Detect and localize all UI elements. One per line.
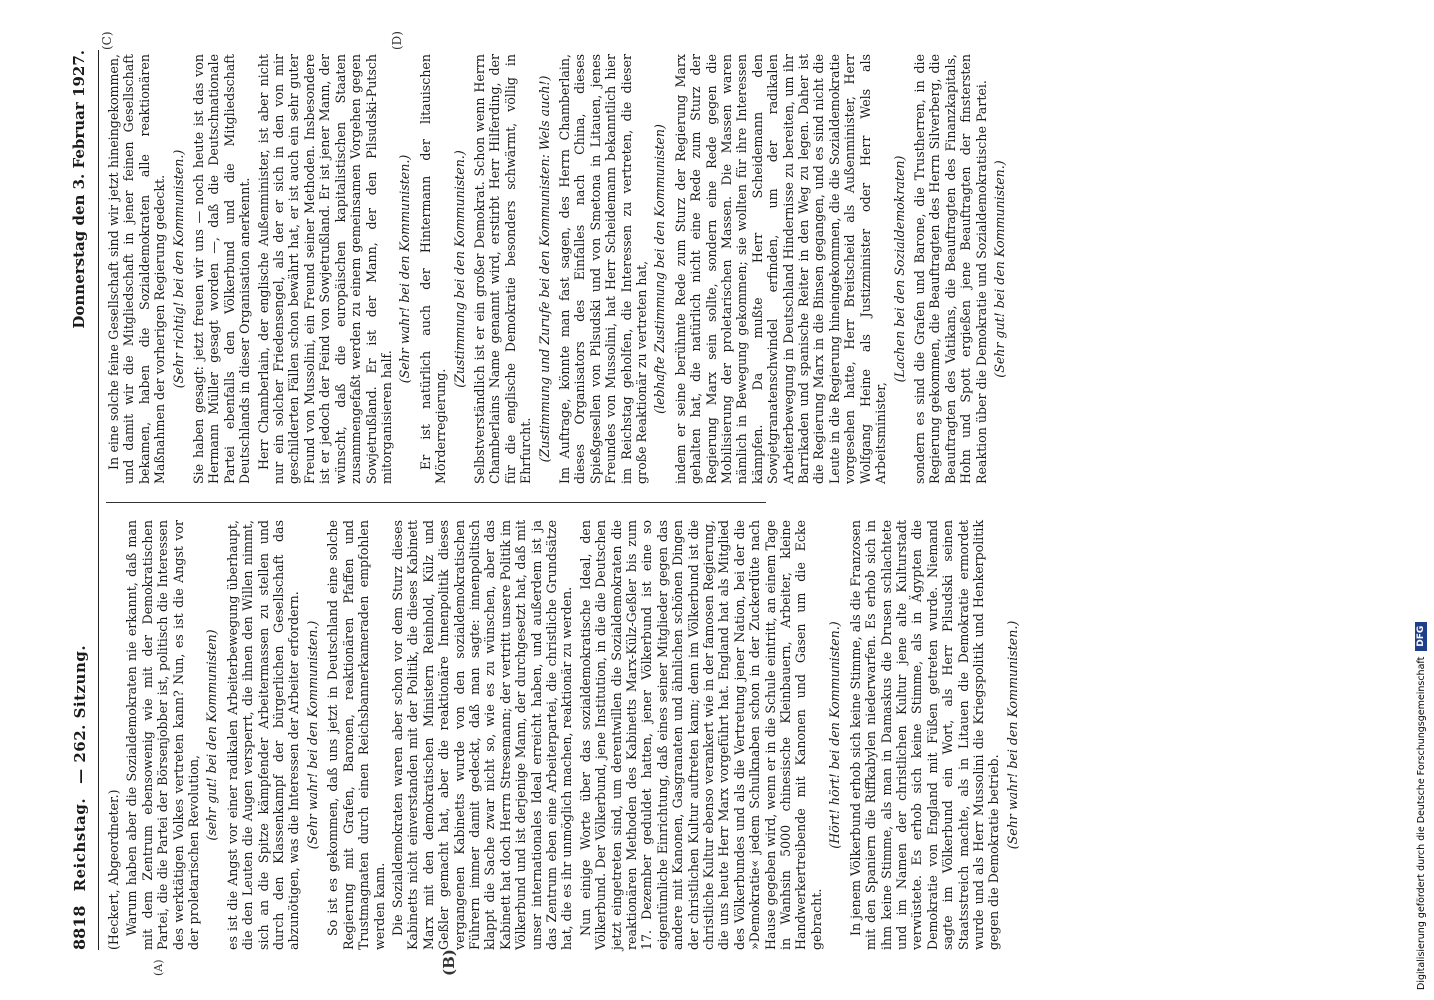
- paragraph: Sie haben gesagt: jetzt freuen wir uns — noch heute ist das von Hermann Müller gesagt worden —, daß die Deutschnationale Partei ebenfalls den Völkerbund und die Mitgliedschaft Deutschlands in dieser Organisation anerkennt.: [191, 54, 253, 484]
- paragraph: So ist es gekommen, daß uns jetzt in Deutschland eine solche Regierung mit Grafen, Baronen, reaktionären Pfaffen und Trustmagnaten durch einen Reichsbannerkameraden empfohlen werden kann.: [325, 520, 387, 950]
- paragraph: In eine solche feine Gesellschaft sind wir jetzt hineingekommen, und damit wir die Mitgliedschaft in jener feinen Gesellschaft bekamen, haben die Sozialdemokraten alle reaktionären Maßnahmen der vorherigen Regierung gedeckt.: [106, 54, 168, 484]
- margin-mark-c: (C): [100, 31, 114, 50]
- paragraph: Er ist natürlich auch der Hintermann der litauischen Mörderregierung.: [417, 54, 449, 484]
- interjection: (Sehr wahr! bei den Kommunisten.): [1004, 620, 1020, 850]
- interjection: (Hört! hört! bei den Kommunisten.): [827, 621, 843, 849]
- margin-mark-b: (B): [440, 949, 458, 976]
- header-session: — 262. Sitzung.: [70, 644, 89, 784]
- paragraph: Nun einige Worte über das sozialdemokratische Ideal, den Völkerbund. Der Völkerbund, jene Institution, in die die Deutschen jetzt eingetreten sind, um derentwillen die Sozialdemokraten die reaktionären Methoden des Kabinetts Marx-Külz-Geßler bis zum 17. Dezember geduldet hatten, jener Völkerbund ist eine so eigentümliche Einrichtung, daß eines seiner Mitglieder gegen das andere mit Kanonen, Gasgranaten und ähnlichen schönen Dingen der christlichen Kultur auftreten kann; denn im Völkerbund ist die christliche Kultur ebenso verankert wie in der famosen Regierung, die uns heute Herr Marx vorgeführt hat. England hat als Mitglied des Völkerbundes und als die Vertretung jener Nation, bei der die »Demokratie« jedem Schulknaben schon in der Zuckerdüte nach Hause gegeben wird, wenn er in die Schule eintritt, an einem Tage in Wanhsin 5000 chinesische Kleinbauern, Arbeiter, kleine Handwerkertreibende mit Kanonen und Gasen um die Ecke gebracht.: [577, 520, 824, 950]
- paragraph: Die Sozialdemokraten waren aber schon vor dem Sturz dieses Kabinetts nicht einverstanden mit der Politik, die dieses Kabinett Marx mit den demokratischen Ministern Reinhold, Külz und Geßler gemacht hat, aber die reaktionäre Innenpolitik dieses vergangenen Kabinetts wurde von den sozialdemokratischen Führern immer damit gedeckt, daß man sagte: innenpolitisch klappt die Sache zwar nicht so, wie es zu wünschen, aber das Kabinett hat doch Herrn Stresemann; der vertritt unsere Politik im Völkerbund und ist derjenige Mann, der durchgesetzt hat, daß mit unser internationales Ideal erreicht haben, und außerdem ist ja das Zentrum eben eine Arbeiterpartei, die christliche Grundsätze hat, die es ihr unmöglich machen, reaktionär zu werden.: [389, 520, 575, 950]
- left-column: [106, 520, 1020, 950]
- dfg-logo: DFG: [1415, 622, 1427, 651]
- stamp-text: Digitalisierung gefördert durch die Deutsche Forschungsgemeinschaft: [1415, 656, 1427, 990]
- interjection: (sehr gut! bei den Kommunisten): [204, 629, 220, 841]
- interjection: (Sehr wahr! bei den Kommunisten.): [304, 620, 320, 850]
- interjection: (Zustimmung und Zurufe bei den Kommunisten: Wels auch!): [536, 75, 552, 463]
- page-header: [60, 50, 99, 950]
- paragraph: Im Auftrage, könnte man fast sagen, des Herrn Chamberlain, dieses Organisators des Einfalles nach China, dieses Spießgesellen von Pilsudski und von Smetona in Litauen, jenes Freundes von Mussolini, hat Herr Scheidemann bekanntlich hier im Reichstag geholfen, die Interessen zu vertreten, die dieser große Reaktionär zu vertreten hat,: [556, 54, 649, 484]
- page-number: 8818: [69, 905, 89, 950]
- interjection: (Sehr wahr! bei den Kommunisten.): [397, 154, 413, 384]
- interjection: (Zustimmung bei den Kommunisten.): [451, 150, 467, 388]
- paragraph: sondern es sind die Grafen und Barone, die Trustherren, in die Regierung gekommen, die Beauftragten des Herrn Silverberg, die Beauftragten des Vatikans, die Beauftragten des Finanzkapitals, Hohn und Spott ergießen jene Beauftragten der finstersten Reaktion über die Demokratie und Sozialdemokratische Partei.: [911, 54, 989, 484]
- header-left-title: Reichstag.: [70, 797, 89, 892]
- paragraph: es ist die Angst vor einer radikalen Arbeiterbewegung überhaupt, die den Leuten die Augen versperrt, die ihnen den Willen nimmt, sich an die Spitze kämpfender Arbeitermassen zu stellen und durch den Klassenkampf der bürgerlichen Gesellschaft das abzunötigen, was die Interessen der Arbeiter erfordern.: [224, 520, 302, 950]
- speaker-line: (Heckert, Abgeordneter.): [106, 789, 121, 950]
- rotated-page: [60, 31, 1020, 976]
- interjection: (lebhafte Zustimmung bei den Kommunisten): [652, 124, 668, 414]
- paragraph: Herr Chamberlain, der englische Außenminister, ist aber nicht nur ein solcher Friedensengel, als der er sich in den von mir geschilderten Fällen schon bewährt hat, er ist auch ein sehr guter Freund von Mussolini, ein Freund seiner Methoden. Insbesondere ist er jedoch der Feind von Sowjetrußland. Er ist jener Mann, der wünscht, daß die europäischen kapitalistischen Staaten zusammengefaßt werden zu einem gemeinsamen Vorgehen gegen Sowjetrußland. Er ist der Mann, der den Pilsudski-Putsch mitorganisieren half.: [255, 54, 394, 484]
- column-divider: [106, 502, 766, 503]
- interjection: (Sehr gut! bei den Kommunisten.): [991, 160, 1007, 378]
- interjection: (Lachen bei den Sozialdemokraten): [891, 155, 907, 383]
- digitization-stamp: [1415, 622, 1427, 990]
- paragraph: Selbstverständlich ist er ein großer Demokrat. Schon wenn Herrn Chamberlains Name genannt wird, erstirbt Herr Hilferding, der für die englische Demokratie besonders schwärmt, völlig in Ehrfurcht.: [471, 54, 534, 484]
- margin-mark-a: (A): [152, 959, 165, 976]
- header-date: Donnerstag den 3. Februar 1927.: [70, 50, 88, 329]
- right-column: [106, 54, 1007, 484]
- interjection: (Sehr richtig! bei den Kommunisten.): [170, 149, 186, 389]
- paragraph: indem er seine berühmte Rede zum Sturz der Regierung Marx gehalten hat, die natürlich nicht eine Rede zum Sturz der Regierung Marx sein sollte, sondern eine Rede gegen die Mobilisierung der proletarischen Massen. Die Massen waren nämlich in Bewegung gekommen; sie wollten für ihre Interessen kämpfen. Da mußte Herr Scheidemann den Sowjetgranatenschwindel erfinden, um der radikalen Arbeiterbewegung in Deutschland Hindernisse zu bereiten, um ihr Barrikaden und spanische Reiter in den Weg zu legen. Daher ist die Regierung Marx in die Binsen gegangen, und es sind nicht die Leute in die Regierung hineingekommen, die die Sozialdemokratie vorgesehen hatte, Herr Breitscheid als Außenminister, Herr Wolfgang Heine als Justizminister oder Herr Wels als Arbeitsminister,: [672, 54, 889, 484]
- paragraph: In jenem Völkerbund erhob sich keine Stimme, als die Franzosen mit den Spaniern die Riffkabylen niederwarfen. Es erhob sich in ihm keine Stimme, als man in Damaskus die Drusen schlachtete und im Namen der christlichen Kultur jene alte Kulturstadt verwüstete. Es erhob sich keine Stimme, als in Ägypten die Demokratie von England mit Füßen getreten wurde. Niemand sagte im Völkerbund ein Wort, als Herr Pilsudski seinen Staatsstreich machte, als in Litauen die Demokratie ermordet wurde und als Herr Mussolini die Kriegspolitik und Henkerpolitik gegen die Demokratie betrieb.: [847, 520, 1002, 950]
- paragraph: Warum haben aber die Sozialdemokraten nie erkannt, daß man mit dem Zentrum ebensowenig wie mit der Demokratischen Partei, die die Partei der Börsenjobber ist, politisch die Interessen des werktätigen Volkes vertreten kann? Nun, es ist die Angst vor der proletarischen Revolution,: [124, 520, 202, 950]
- margin-mark-d: (D): [390, 31, 404, 50]
